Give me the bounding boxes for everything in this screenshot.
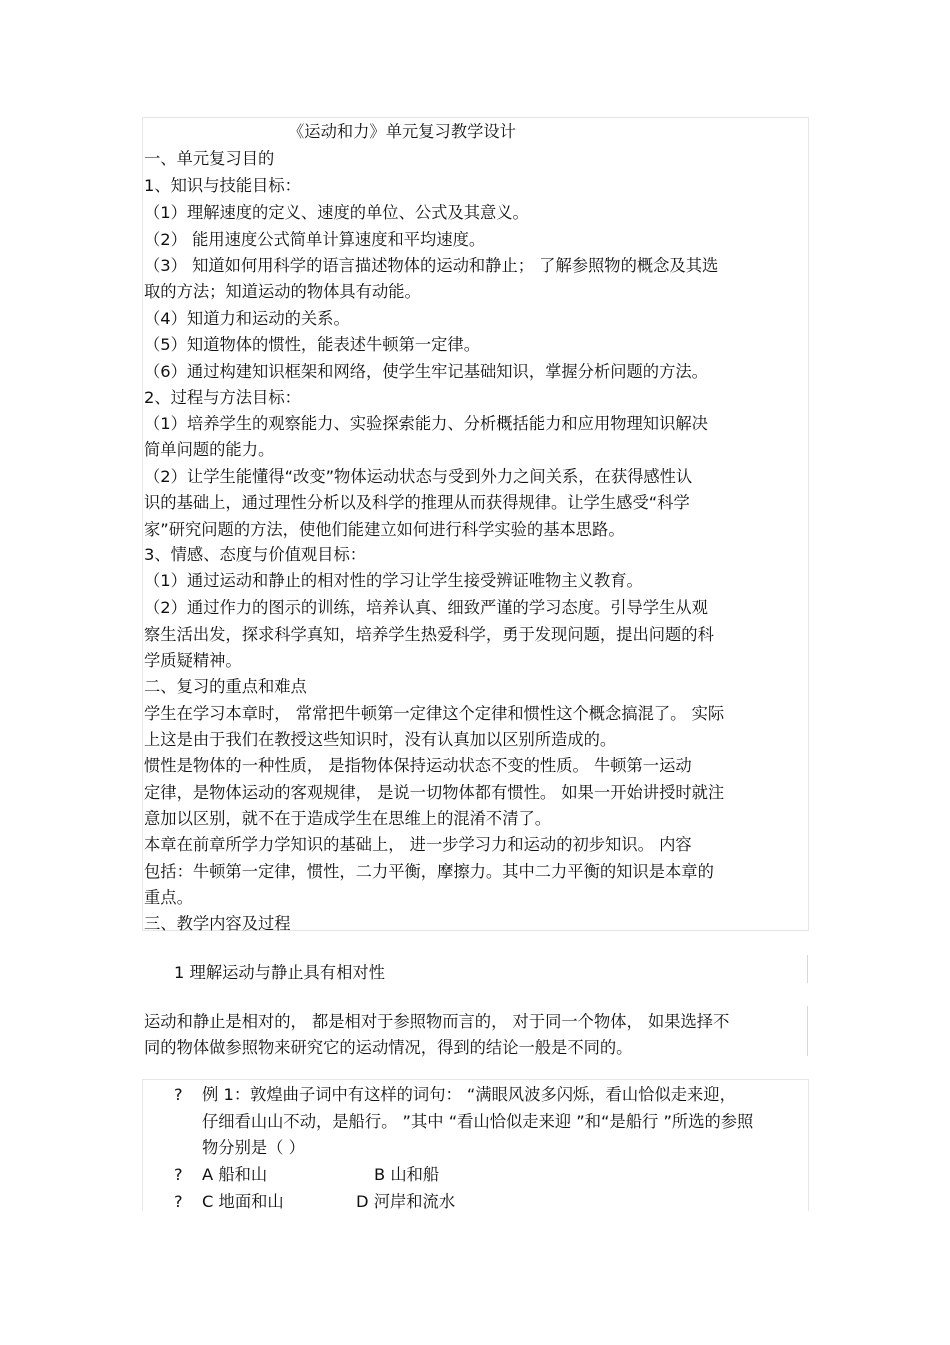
document-title: 《运动和力》单元复习教学设计 (288, 122, 516, 141)
text-line: （2） 能用速度公式简单计算速度和平均速度。 (144, 230, 486, 249)
option-b: B 山和船 (374, 1165, 440, 1184)
bullet-marker: ? (174, 1085, 183, 1104)
frame-right-edge-1 (807, 955, 808, 983)
example-line: 物分别是（ ） (202, 1138, 305, 1157)
section-2-heading: 二、复习的重点和难点 (144, 677, 307, 696)
example-line: 例 1：敦煌曲子词中有这样的词句： “满眼风波多闪烁，看山恰似走来迎， (202, 1085, 736, 1104)
text-line: 本章在前章所学力学知识的基础上， 进一步学习力和运动的初步知识。 内容 (144, 835, 692, 854)
sub-2-heading: 2、过程与方法目标： (144, 388, 301, 407)
text-line: （4）知道力和运动的关系。 (144, 309, 350, 328)
text-line: （3） 知道如何用科学的语言描述物体的运动和静止； 了解参照物的概念及其选 (144, 256, 719, 275)
section-3-heading: 三、教学内容及过程 (144, 914, 291, 933)
example-line: 仔细看山山不动，是船行。 ”其中 “看山恰似走来迎 ”和“是船行 ”所选的参照 (202, 1112, 754, 1131)
option-c: C 地面和山 (202, 1192, 284, 1211)
frame-right-edge-2 (807, 1006, 808, 1056)
sub-3-heading: 3、情感、态度与价值观目标： (144, 545, 367, 564)
text-line: 识的基础上，通过理性分析以及科学的推理从而获得规律。让学生感受“科学 (144, 493, 690, 512)
sub-1-heading: 1、知识与技能目标： (144, 176, 301, 195)
option-a: A 船和山 (202, 1165, 268, 1184)
text-line: 取的方法；知道运动的物体具有动能。 (144, 282, 421, 301)
text-line: 察生活出发，探求科学真知，培养学生热爱科学，勇于发现问题，提出问题的科 (144, 625, 714, 644)
text-line: （2）让学生能懂得“改变”物体运动状态与受到外力之间关系，在获得感性认 (144, 467, 693, 486)
text-line: （1）培养学生的观察能力、实验探索能力、分析概括能力和应用物理知识解决 (144, 414, 708, 433)
text-line: 运动和静止是相对的， 都是相对于参照物而言的， 对于同一个物体， 如果选择不 (144, 1012, 730, 1031)
text-line: 同的物体做参照物来研究它的运动情况，得到的结论一般是不同的。 (144, 1038, 633, 1057)
text-line: 上这是由于我们在教授这些知识时，没有认真加以区别所造成的。 (144, 730, 617, 749)
text-line: （1）通过运动和静止的相对性的学习让学生接受辨证唯物主义教育。 (144, 571, 643, 590)
text-line: 学质疑精神。 (144, 651, 242, 670)
text-line: （2）通过作力的图示的训练，培养认真、细致严谨的学习态度。引导学生从观 (144, 598, 708, 617)
text-line: 定律，是物体运动的客观规律， 是说一切物体都有惯性。 如果一开始讲授时就注 (144, 783, 725, 802)
bullet-marker: ? (174, 1192, 183, 1211)
text-line: 家”研究问题的方法，使他们能建立如何进行科学实验的基本思路。 (144, 520, 625, 539)
text-line: 重点。 (144, 888, 193, 907)
text-line: （6）通过构建知识框架和网络，使学生牢记基础知识，掌握分析问题的方法。 (144, 362, 708, 381)
text-line: 惯性是物体的一种性质， 是指物体保持运动状态不变的性质。 牛顿第一运动 (144, 756, 692, 775)
section-1-heading: 一、单元复习目的 (144, 149, 275, 168)
text-line: 包括：牛顿第一定律，惯性，二力平衡，摩擦力。其中二力平衡的知识是本章的 (144, 862, 714, 881)
option-d: D 河岸和流水 (356, 1192, 456, 1211)
text-line: 学生在学习本章时， 常常把牛顿第一定律这个定律和惯性这个概念搞混了。 实际 (144, 704, 725, 723)
point-1-heading: 1 理解运动与静止具有相对性 (174, 963, 385, 982)
text-line: （1）理解速度的定义、速度的单位、公式及其意义。 (144, 203, 529, 222)
text-line: （5）知道物体的惯性，能表述牛顿第一定律。 (144, 335, 480, 354)
text-line: 意加以区别，就不在于造成学生在思维上的混淆不清了。 (144, 809, 552, 828)
text-line: 简单问题的能力。 (144, 440, 275, 459)
bullet-marker: ? (174, 1165, 183, 1184)
